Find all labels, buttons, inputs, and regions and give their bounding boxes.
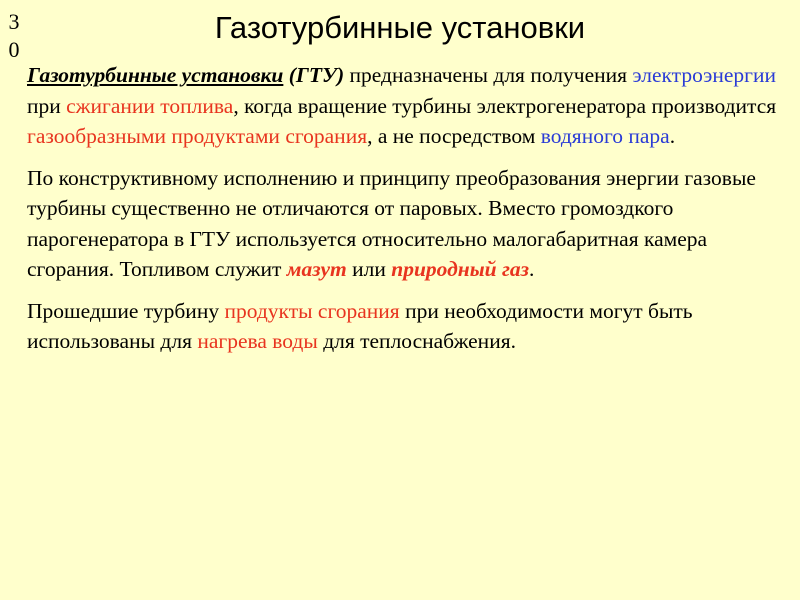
term-gtu-abbr: (ГТУ) bbox=[283, 63, 345, 87]
highlight-combustion-gases: газообразными продуктами сгорания bbox=[27, 124, 368, 148]
text-segment: при bbox=[27, 93, 67, 118]
text-segment: , когда вращение турбины электрогенератора производится bbox=[233, 93, 777, 118]
paragraph-gtu-definition bbox=[27, 60, 787, 152]
text-segment: для теплоснабжения. bbox=[317, 329, 516, 353]
text-segment: , а не посредством bbox=[367, 124, 541, 148]
slide-number-digit-1: 3 bbox=[8, 9, 20, 34]
highlight-combustion-products: продукты сгорания bbox=[224, 298, 400, 323]
text-segment: . bbox=[529, 257, 535, 281]
text-segment: . bbox=[669, 124, 676, 148]
slide-title: Газотурбинные установки bbox=[214, 10, 586, 45]
text-segment: или bbox=[346, 257, 392, 281]
text-segment: предназначены для получения bbox=[344, 63, 633, 87]
slide-number-digit-2: 0 bbox=[8, 37, 20, 62]
paragraph-heat-supply bbox=[27, 296, 787, 357]
slide-body bbox=[27, 60, 787, 368]
paragraph-design bbox=[27, 163, 787, 285]
text-segment: По конструктивному исполнению и принципу преобразования энергии газовые турбины существенно не отличаются от паровых. Вместо громоздкого парогенератора в ГТУ используется относительно малогабаритная камера сгорания. Топливом служит bbox=[27, 165, 756, 281]
text-segment: Прошедшие турбину bbox=[27, 298, 225, 323]
highlight-fuel-burning: сжигании топлива bbox=[66, 93, 234, 118]
highlight-fuel-oil: мазут bbox=[286, 257, 347, 281]
highlight-water-steam: водяного пара bbox=[540, 124, 670, 148]
term-gtu: Газотурбинные установки bbox=[27, 63, 284, 87]
highlight-natural-gas: природный газ bbox=[391, 257, 530, 281]
highlight-electricity: электроэнергии bbox=[632, 63, 776, 87]
text-segment: при необходимости могут быть использованы для bbox=[27, 298, 693, 353]
highlight-water-heating: нагрева воды bbox=[197, 329, 318, 353]
